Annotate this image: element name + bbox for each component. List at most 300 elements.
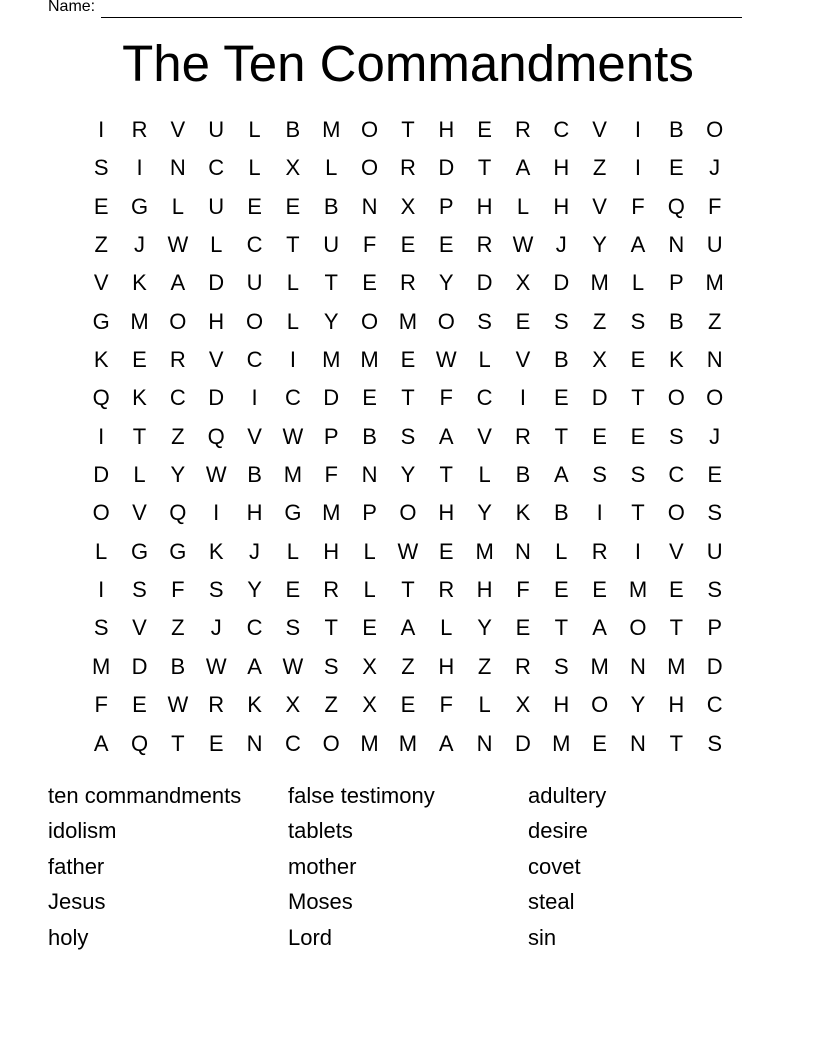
grid-cell: B — [553, 500, 569, 526]
grid-cell: L — [210, 232, 223, 258]
grid-cell: Y — [630, 692, 646, 718]
grid-cell: E — [630, 423, 646, 449]
grid-cell: S — [400, 423, 416, 449]
grid-cell: Q — [207, 423, 225, 449]
grid-cell: Y — [247, 577, 262, 603]
grid-cell: M — [283, 462, 303, 488]
grid-cell: A — [170, 270, 186, 296]
grid-cell: W — [282, 423, 304, 449]
grid-cell: O — [169, 308, 187, 334]
grid-cell: P — [668, 270, 684, 296]
grid-cell: G — [284, 500, 302, 526]
grid-cell: T — [439, 462, 453, 488]
grid-cell: Y — [400, 462, 416, 488]
grid-cell: Y — [170, 462, 186, 488]
grid-cell: E — [438, 538, 454, 564]
grid-cell: O — [361, 117, 379, 142]
grid-cell: F — [707, 193, 722, 219]
grid-cell: P — [438, 193, 454, 219]
grid-cell: L — [363, 538, 376, 564]
grid-cell: D — [438, 155, 455, 181]
grid-cell: S — [630, 462, 646, 488]
grid-cell: O — [667, 385, 685, 411]
grid-cell: N — [706, 347, 723, 373]
grid-row — [82, 686, 734, 724]
grid-cell: I — [289, 347, 296, 373]
grid-cell: M — [322, 500, 341, 526]
grid-cell: Y — [323, 308, 339, 334]
grid-cell: I — [98, 117, 105, 142]
grid-cell: G — [169, 538, 187, 564]
grid-cell: E — [438, 232, 454, 258]
grid-cell: V — [592, 193, 607, 219]
grid-cell: V — [477, 423, 492, 449]
grid-cell: C — [668, 462, 685, 488]
grid-cell: I — [213, 500, 220, 526]
grid-cell: M — [475, 538, 494, 564]
grid-row — [82, 494, 734, 532]
grid-cell: G — [130, 193, 149, 219]
grid-cell: H — [476, 577, 493, 603]
grid-cell: O — [92, 500, 110, 526]
grid-cell: A — [438, 423, 454, 449]
grid-cell: B — [362, 423, 377, 449]
grid-cell: E — [247, 193, 262, 219]
grid-cell: B — [323, 193, 339, 219]
grid-cell: U — [323, 232, 340, 258]
grid-cell: B — [515, 462, 531, 488]
grid-cell: M — [667, 653, 686, 679]
grid-cell: D — [208, 385, 225, 411]
grid-cell: M — [130, 308, 149, 334]
grid-cell: O — [629, 615, 647, 641]
grid-cell: K — [93, 347, 109, 373]
grid-cell: E — [400, 232, 416, 258]
grid-cell: B — [553, 347, 569, 373]
grid-cell: T — [324, 615, 338, 641]
grid-cell: N — [169, 155, 186, 181]
grid-cell: I — [634, 538, 642, 564]
grid-cell: P — [707, 615, 723, 641]
grid-cell: L — [478, 692, 491, 718]
grid-cell: L — [440, 615, 453, 641]
grid-cell: N — [361, 193, 378, 219]
grid-cell: O — [591, 692, 609, 718]
word-list-item: false testimony — [288, 783, 435, 808]
grid-cell: R — [438, 577, 455, 603]
grid-cell: C — [246, 615, 263, 641]
grid-cell: T — [286, 232, 300, 258]
grid-cell: H — [438, 117, 455, 142]
word-list-item: mother — [288, 853, 357, 879]
grid-cell: D — [476, 270, 493, 296]
grid-cell: R — [399, 155, 416, 181]
grid-cell: N — [630, 653, 646, 679]
name-label: Name: — [48, 0, 96, 15]
grid-cell: L — [133, 462, 146, 488]
grid-cell: F — [631, 193, 645, 219]
grid-cell: E — [400, 347, 416, 373]
grid-cell: I — [98, 577, 105, 603]
grid-cell: E — [208, 730, 224, 756]
grid-cell: P — [362, 500, 377, 526]
grid-cell: L — [286, 538, 300, 564]
grid-cell: T — [554, 423, 569, 449]
grid-cell: E — [553, 577, 569, 603]
grid-cell: L — [631, 270, 645, 296]
grid-cell: D — [591, 385, 608, 411]
grid-cell: B — [247, 462, 262, 488]
grid-cell: E — [515, 308, 531, 334]
grid-cell: E — [592, 423, 607, 449]
grid-cell: Q — [667, 193, 685, 219]
word-list-row — [48, 815, 768, 850]
grid-cell: L — [478, 462, 491, 488]
grid-cell: M — [398, 730, 418, 756]
grid-cell: N — [515, 538, 531, 564]
grid-cell: Z — [94, 232, 108, 258]
grid-cell: N — [246, 730, 263, 756]
grid-cell: L — [363, 577, 376, 603]
grid-cell: U — [246, 270, 263, 296]
grid-cell: E — [362, 270, 377, 296]
grid-cell: T — [171, 730, 185, 756]
grid-cell: L — [248, 117, 261, 142]
grid-row — [82, 648, 734, 686]
grid-cell: F — [516, 577, 530, 603]
grid-cell: L — [95, 538, 108, 564]
grid-row — [82, 571, 734, 609]
grid-cell: O — [706, 117, 724, 142]
grid-cell: S — [668, 423, 684, 449]
grid-cell: H — [476, 193, 493, 219]
grid-cell: E — [285, 193, 301, 219]
grid-cell: V — [132, 500, 147, 526]
grid-cell: K — [208, 538, 224, 564]
grid-cell: I — [634, 117, 642, 142]
word-list — [48, 780, 768, 957]
grid-cell: G — [92, 308, 110, 334]
grid-cell: N — [361, 462, 378, 488]
grid-cell: W — [435, 347, 457, 373]
grid-cell: E — [707, 462, 723, 488]
word-list-row — [48, 851, 768, 886]
grid-cell: R — [476, 232, 493, 258]
name-field — [48, 0, 742, 18]
grid-cell: V — [93, 270, 109, 296]
grid-cell: E — [668, 155, 684, 181]
grid-cell: B — [285, 117, 301, 142]
grid-cell: D — [93, 462, 110, 488]
grid-cell: M — [360, 347, 379, 373]
grid-cell: M — [322, 347, 341, 373]
grid-cell: K — [515, 500, 531, 526]
grid-cell: X — [285, 692, 301, 718]
grid-cell: O — [667, 500, 685, 526]
grid-cell: H — [323, 538, 340, 564]
grid-cell: H — [553, 193, 570, 219]
grid-cell: H — [246, 500, 263, 526]
grid-cell: C — [246, 347, 263, 373]
grid-cell: A — [515, 155, 531, 181]
grid-cell: Z — [592, 308, 607, 334]
grid-cell: L — [516, 193, 530, 219]
grid-cell: N — [630, 730, 646, 756]
grid-row — [82, 379, 734, 417]
word-list-item: Jesus — [48, 889, 106, 915]
grid-cell: W — [167, 692, 189, 718]
grid-cell: O — [706, 385, 724, 411]
grid-cell: B — [668, 308, 684, 334]
grid-cell: M — [705, 270, 724, 296]
grid-cell: V — [132, 615, 147, 641]
grid-cell: N — [476, 730, 493, 756]
grid-cell: B — [668, 117, 684, 142]
grid-cell: I — [251, 385, 258, 411]
grid-cell: S — [93, 615, 109, 641]
word-list-item: father — [48, 853, 105, 879]
grid-cell: R — [169, 347, 186, 373]
name-blank-line — [101, 1, 742, 18]
grid-cell: R — [131, 117, 148, 142]
grid-cell: K — [132, 385, 147, 411]
grid-cell: O — [399, 500, 417, 526]
grid-cell: W — [205, 462, 227, 488]
grid-cell: D — [706, 653, 723, 679]
grid-cell: I — [98, 423, 105, 449]
grid-cell: Y — [592, 232, 607, 258]
grid-cell: U — [706, 538, 723, 564]
grid-cell: A — [553, 462, 569, 488]
grid-cell: E — [668, 577, 684, 603]
grid-cell: E — [400, 692, 416, 718]
grid-cell: X — [362, 653, 377, 679]
grid-row — [82, 533, 734, 571]
grid-cell: W — [167, 232, 189, 258]
grid-cell: C — [169, 385, 186, 411]
grid-cell: F — [171, 577, 185, 603]
grid-cell: G — [130, 538, 149, 564]
grid-row — [82, 226, 734, 264]
grid-cell: T — [631, 385, 645, 411]
grid-cell: L — [555, 538, 568, 564]
grid-cell: E — [630, 347, 646, 373]
grid-cell: M — [360, 730, 379, 756]
grid-cell: T — [401, 117, 415, 142]
grid-cell: O — [361, 155, 379, 181]
grid-cell: Q — [92, 385, 110, 411]
grid-cell: R — [515, 423, 531, 449]
grid-cell: S — [93, 155, 109, 181]
grid-cell: U — [706, 232, 723, 258]
grid-cell: J — [210, 615, 222, 641]
grid-cell: V — [247, 423, 262, 449]
grid-cell: M — [398, 308, 418, 334]
page-title: The Ten Commandments — [122, 35, 694, 92]
word-list-item: Lord — [288, 924, 333, 950]
grid-cell: V — [208, 347, 224, 373]
word-list-item: sin — [528, 924, 557, 950]
grid-cell: L — [286, 270, 300, 296]
grid-cell: T — [401, 385, 415, 411]
grid-cell: O — [245, 308, 264, 334]
grid-cell: L — [171, 193, 184, 219]
grid-cell: E — [477, 117, 492, 142]
grid-cell: S — [208, 577, 224, 603]
grid-cell: L — [325, 155, 338, 181]
grid-cell: Y — [438, 270, 454, 296]
grid-cell: C — [476, 385, 493, 411]
grid-cell: A — [247, 653, 262, 679]
grid-cell: M — [590, 270, 609, 296]
grid-cell: A — [630, 232, 646, 258]
word-list-item: Moses — [288, 889, 353, 915]
grid-cell: H — [438, 500, 455, 526]
grid-cell: M — [628, 577, 648, 603]
grid-cell: A — [93, 730, 109, 756]
grid-cell: S — [630, 308, 646, 334]
grid-cell: X — [285, 155, 301, 181]
word-list-row — [48, 886, 768, 921]
grid-cell: V — [515, 347, 531, 373]
grid-cell: T — [324, 270, 338, 296]
grid-cell: T — [631, 500, 645, 526]
grid-cell: S — [285, 615, 301, 641]
grid-cell: J — [249, 538, 261, 564]
grid-cell: I — [136, 155, 143, 181]
grid-cell: J — [555, 232, 567, 258]
grid-cell: Z — [592, 155, 607, 181]
grid-cell: C — [706, 692, 723, 718]
grid-cell: E — [132, 347, 147, 373]
letter-grid — [82, 111, 734, 764]
grid-cell: X — [515, 270, 531, 296]
grid-cell: N — [668, 232, 685, 258]
word-list-item: desire — [528, 818, 588, 844]
grid-cell: H — [208, 308, 225, 334]
word-list-item: holy — [48, 924, 89, 950]
grid-cell: Z — [477, 653, 492, 679]
grid-cell: R — [323, 577, 340, 603]
grid-cell: T — [477, 155, 492, 181]
grid-cell: D — [208, 270, 225, 296]
grid-cell: F — [439, 385, 453, 411]
grid-cell: E — [592, 577, 607, 603]
grid-cell: Q — [130, 730, 149, 756]
grid-cell: C — [284, 385, 301, 411]
grid-cell: F — [439, 692, 453, 718]
grid-cell: M — [552, 730, 571, 756]
grid-cell: D — [515, 730, 531, 756]
grid-cell: B — [170, 653, 186, 679]
grid-cell: F — [94, 692, 108, 718]
grid-cell: W — [397, 538, 419, 564]
grid-cell: V — [668, 538, 684, 564]
grid-cell: W — [282, 653, 304, 679]
grid-row — [82, 725, 734, 763]
grid-cell: F — [362, 232, 377, 258]
grid-cell: R — [515, 653, 531, 679]
grid-cell: T — [669, 615, 684, 641]
grid-cell: S — [707, 500, 723, 526]
grid-cell: W — [512, 232, 534, 258]
grid-cell: X — [362, 692, 377, 718]
grid-cell: S — [323, 653, 339, 679]
grid-cell: Z — [324, 692, 338, 718]
grid-cell: T — [554, 615, 569, 641]
grid-cell: S — [707, 730, 723, 756]
grid-cell: C — [246, 232, 263, 258]
grid-cell: U — [208, 193, 225, 219]
word-list-item: ten commandments — [48, 783, 242, 808]
grid-cell: D — [131, 653, 148, 679]
grid-cell: E — [93, 193, 109, 219]
grid-cell: I — [634, 155, 642, 181]
grid-cell: E — [132, 692, 147, 718]
grid-cell: X — [592, 347, 607, 373]
word-list-row — [48, 922, 768, 957]
grid-cell: E — [553, 385, 569, 411]
word-list-item: steal — [528, 889, 575, 915]
grid-cell: O — [322, 730, 340, 756]
grid-cell: A — [400, 615, 416, 641]
grid-cell: L — [286, 308, 300, 334]
grid-row — [82, 418, 734, 456]
grid-cell: U — [208, 117, 225, 142]
grid-cell: S — [707, 577, 723, 603]
grid-cell: J — [134, 232, 146, 258]
grid-cell: H — [668, 692, 685, 718]
grid-cell: T — [401, 577, 415, 603]
grid-cell: O — [437, 308, 455, 334]
grid-cell: K — [132, 270, 147, 296]
grid-cell: D — [323, 385, 340, 411]
grid-cell: T — [669, 730, 684, 756]
grid-cell: K — [668, 347, 684, 373]
grid-cell: V — [592, 117, 607, 142]
grid-row — [82, 456, 734, 494]
grid-cell: E — [592, 730, 607, 756]
grid-cell: Z — [401, 653, 415, 679]
grid-row — [82, 149, 734, 187]
grid-cell: S — [132, 577, 147, 603]
grid-cell: K — [247, 692, 262, 718]
grid-cell: R — [399, 270, 416, 296]
grid-cell: S — [553, 308, 569, 334]
grid-row — [82, 264, 734, 302]
grid-cell: P — [323, 423, 339, 449]
grid-cell: E — [362, 615, 377, 641]
grid-cell: O — [361, 308, 379, 334]
grid-cell: Q — [169, 500, 187, 526]
grid-cell: R — [591, 538, 608, 564]
grid-row — [82, 609, 734, 647]
grid-cell: D — [553, 270, 570, 296]
grid-cell: E — [362, 385, 377, 411]
grid-cell: I — [596, 500, 603, 526]
grid-cell: L — [248, 155, 261, 181]
word-list-item: adultery — [528, 783, 607, 808]
grid-cell: X — [400, 193, 416, 219]
grid-row — [82, 303, 734, 341]
grid-cell: M — [92, 653, 111, 679]
grid-cell: S — [477, 308, 492, 334]
word-list-item: idolism — [48, 818, 117, 844]
grid-cell: H — [438, 653, 455, 679]
grid-row — [82, 188, 734, 226]
grid-cell: C — [284, 730, 301, 756]
grid-cell: Z — [171, 615, 185, 641]
